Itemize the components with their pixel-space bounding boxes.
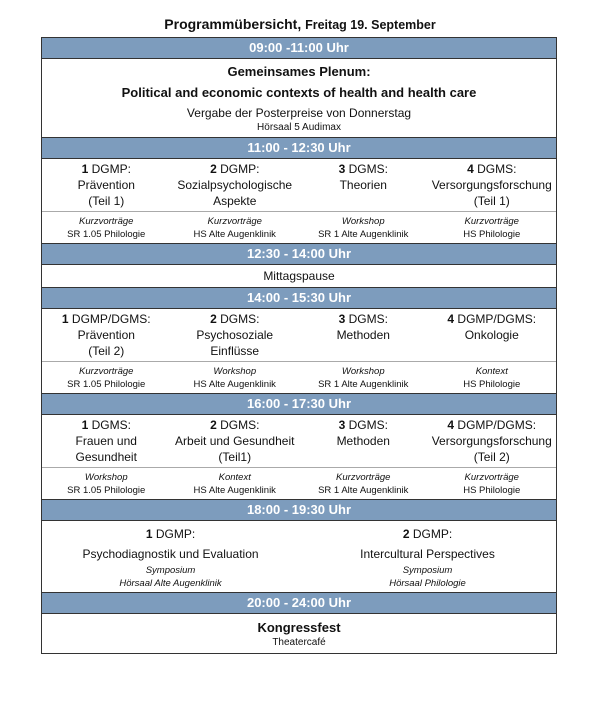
track-info-row bbox=[42, 361, 556, 393]
track-title-line: Methoden bbox=[336, 328, 390, 342]
track-room: HS Alte Augenklinik bbox=[193, 379, 276, 390]
track-row bbox=[42, 309, 556, 361]
track-info bbox=[171, 468, 300, 499]
track-title-line: Prävention bbox=[77, 328, 135, 342]
track-org: DGMS: bbox=[220, 418, 260, 432]
track-org: DGMP: bbox=[91, 162, 131, 176]
track-title-line: Intercultural Perspectives bbox=[360, 547, 495, 561]
track-title-line: Psychosoziale bbox=[196, 328, 274, 342]
track-format: Kurzvorträge bbox=[207, 216, 262, 227]
track-number: 1 bbox=[81, 162, 89, 176]
track-heading bbox=[42, 524, 299, 544]
track-org: DGMP/DGMS: bbox=[71, 312, 151, 326]
track-heading bbox=[299, 524, 556, 544]
track-room: SR 1.05 Philologie bbox=[67, 485, 146, 496]
track-room: HS Alte Augenklinik bbox=[193, 229, 276, 240]
track-org: DGMS: bbox=[348, 162, 388, 176]
track-org: DGMS: bbox=[348, 418, 388, 432]
track-title-line: Gesundheit bbox=[75, 450, 137, 464]
track-number: 3 bbox=[338, 162, 346, 176]
track-format: Kurzvorträge bbox=[464, 216, 519, 227]
track-cell bbox=[299, 524, 556, 590]
track-room: HS Philologie bbox=[463, 229, 521, 240]
track-info bbox=[428, 468, 557, 499]
track-info bbox=[428, 362, 557, 393]
plenum-block bbox=[42, 59, 556, 137]
track-info bbox=[428, 212, 557, 243]
track-heading bbox=[430, 161, 555, 177]
track-heading bbox=[173, 311, 298, 327]
track-number: 2 bbox=[210, 418, 217, 432]
track-info bbox=[171, 362, 300, 393]
track-info bbox=[42, 468, 171, 499]
track-heading bbox=[173, 417, 298, 433]
track-info bbox=[299, 212, 428, 243]
session-time-header: 20:00 - 24:00 Uhr bbox=[42, 592, 556, 614]
track-format: Kontext bbox=[475, 366, 508, 377]
track-info bbox=[42, 212, 171, 243]
track-format: Workshop bbox=[341, 366, 385, 377]
track-room: SR 1 Alte Augenklinik bbox=[318, 379, 409, 390]
track-format: Kurzvorträge bbox=[79, 216, 134, 227]
track-title-line: Theorien bbox=[339, 178, 387, 192]
session-time-header: 16:00 - 17:30 Uhr bbox=[42, 393, 556, 415]
symposium-format: Symposium bbox=[402, 565, 453, 576]
plenum-room: Hörsaal 5 Audimax bbox=[257, 122, 341, 133]
track-cell bbox=[299, 309, 428, 361]
track-row bbox=[42, 415, 556, 467]
event-block bbox=[42, 614, 556, 653]
track-heading bbox=[44, 311, 169, 327]
session-time-header: 18:00 - 19:30 Uhr bbox=[42, 499, 556, 521]
event-title: Kongressfest bbox=[257, 620, 341, 635]
plenum-title: Gemeinsames Plenum: bbox=[227, 64, 371, 79]
program-table bbox=[41, 37, 557, 654]
track-number: 2 bbox=[402, 527, 410, 541]
track-room: SR 1.05 Philologie bbox=[67, 379, 146, 390]
track-cell bbox=[299, 415, 428, 467]
track-title-line: Versorgungsforschung bbox=[431, 434, 552, 448]
track-format: Kontext bbox=[218, 472, 251, 483]
track-title-line: Psychodiagnostik und Evaluation bbox=[82, 547, 259, 561]
session-time-header: 14:00 - 15:30 Uhr bbox=[42, 287, 556, 309]
track-org: DGMS: bbox=[477, 162, 517, 176]
track-title-line: Einflüsse bbox=[210, 344, 260, 358]
symposium-room: Hörsaal Alte Augenklinik bbox=[119, 578, 222, 589]
track-heading bbox=[301, 311, 426, 327]
track-title-line: Aspekte bbox=[213, 194, 257, 208]
track-room: SR 1 Alte Augenklinik bbox=[318, 485, 409, 496]
track-info bbox=[299, 468, 428, 499]
track-room: HS Philologie bbox=[463, 379, 521, 390]
plenum-subtitle: Political and economic contexts of health and health care bbox=[121, 85, 477, 100]
track-org: DGMP/DGMS: bbox=[457, 312, 537, 326]
track-org: DGMS: bbox=[348, 312, 388, 326]
track-format: Kurzvorträge bbox=[79, 366, 134, 377]
track-number: 2 bbox=[210, 312, 217, 326]
track-cell bbox=[42, 415, 171, 467]
track-format: Kurzvorträge bbox=[464, 472, 519, 483]
track-format: Workshop bbox=[213, 366, 257, 377]
track-info bbox=[42, 362, 171, 393]
track-org: DGMP: bbox=[220, 162, 260, 176]
page-title bbox=[0, 14, 600, 34]
track-info bbox=[299, 362, 428, 393]
track-room: HS Philologie bbox=[463, 485, 521, 496]
track-title-line: (Teil 2) bbox=[88, 344, 125, 358]
title-date: Freitag 19. September bbox=[305, 18, 436, 32]
track-number: 1 bbox=[61, 312, 69, 326]
symposium-room: Hörsaal Philologie bbox=[389, 578, 466, 589]
track-title-line: (Teil1) bbox=[218, 450, 252, 464]
track-cell bbox=[171, 159, 300, 211]
track-heading bbox=[301, 417, 426, 433]
track-cell bbox=[428, 309, 557, 361]
track-cell bbox=[299, 159, 428, 211]
track-format: Workshop bbox=[84, 472, 128, 483]
track-title-line: (Teil 2) bbox=[473, 450, 510, 464]
plenum-note: Vergabe der Posterpreise von Donnerstag bbox=[186, 106, 412, 120]
track-title-line: Versorgungsforschung bbox=[431, 178, 552, 192]
track-title-line: Methoden bbox=[336, 434, 390, 448]
track-heading bbox=[301, 161, 426, 177]
track-heading bbox=[430, 311, 555, 327]
track-cell bbox=[42, 524, 299, 590]
track-org: DGMS: bbox=[91, 418, 131, 432]
track-row bbox=[42, 159, 556, 211]
track-title-line: (Teil 1) bbox=[473, 194, 510, 208]
session-time-header: 12:30 - 14:00 Uhr bbox=[42, 243, 556, 265]
session-time-header: 11:00 - 12:30 Uhr bbox=[42, 137, 556, 159]
track-cell bbox=[42, 159, 171, 211]
event-room: Theatercafé bbox=[272, 637, 326, 648]
track-title-line: Frauen und bbox=[75, 434, 137, 448]
track-cell bbox=[428, 159, 557, 211]
title-main: Programmübersicht, bbox=[164, 16, 302, 32]
track-heading bbox=[173, 161, 298, 177]
track-heading bbox=[430, 417, 555, 433]
track-number: 2 bbox=[210, 162, 217, 176]
track-number: 3 bbox=[338, 418, 346, 432]
track-org: DGMP: bbox=[155, 527, 196, 541]
session-time-header: 09:00 -11:00 Uhr bbox=[42, 38, 556, 59]
track-cell bbox=[42, 309, 171, 361]
symposium-row bbox=[42, 521, 556, 592]
track-org: DGMP/DGMS: bbox=[457, 418, 537, 432]
track-title-line: Arbeit und Gesundheit bbox=[175, 434, 295, 448]
track-cell bbox=[171, 309, 300, 361]
track-title-line: Sozialpsychologische bbox=[177, 178, 293, 192]
track-room: SR 1 Alte Augenklinik bbox=[318, 229, 409, 240]
track-title-line: Prävention bbox=[77, 178, 135, 192]
track-number: 4 bbox=[447, 312, 455, 326]
track-room: HS Alte Augenklinik bbox=[193, 485, 276, 496]
track-info-row bbox=[42, 211, 556, 243]
track-cell bbox=[171, 415, 300, 467]
break-label: Mittagspause bbox=[263, 269, 335, 283]
track-format: Workshop bbox=[341, 216, 385, 227]
track-heading bbox=[44, 417, 169, 433]
track-number: 4 bbox=[467, 162, 474, 176]
track-org: DGMP: bbox=[412, 527, 453, 541]
track-room: SR 1.05 Philologie bbox=[67, 229, 146, 240]
track-number: 3 bbox=[338, 312, 346, 326]
track-cell bbox=[428, 415, 557, 467]
track-info bbox=[171, 212, 300, 243]
track-format: Kurzvorträge bbox=[336, 472, 391, 483]
track-info-row bbox=[42, 467, 556, 499]
track-title-line: Onkologie bbox=[464, 328, 519, 342]
track-number: 4 bbox=[447, 418, 455, 432]
track-number: 1 bbox=[145, 527, 153, 541]
track-org: DGMS: bbox=[220, 312, 260, 326]
track-number: 1 bbox=[81, 418, 89, 432]
track-title-line: (Teil 1) bbox=[88, 194, 125, 208]
symposium-format: Symposium bbox=[145, 565, 196, 576]
track-heading bbox=[44, 161, 169, 177]
